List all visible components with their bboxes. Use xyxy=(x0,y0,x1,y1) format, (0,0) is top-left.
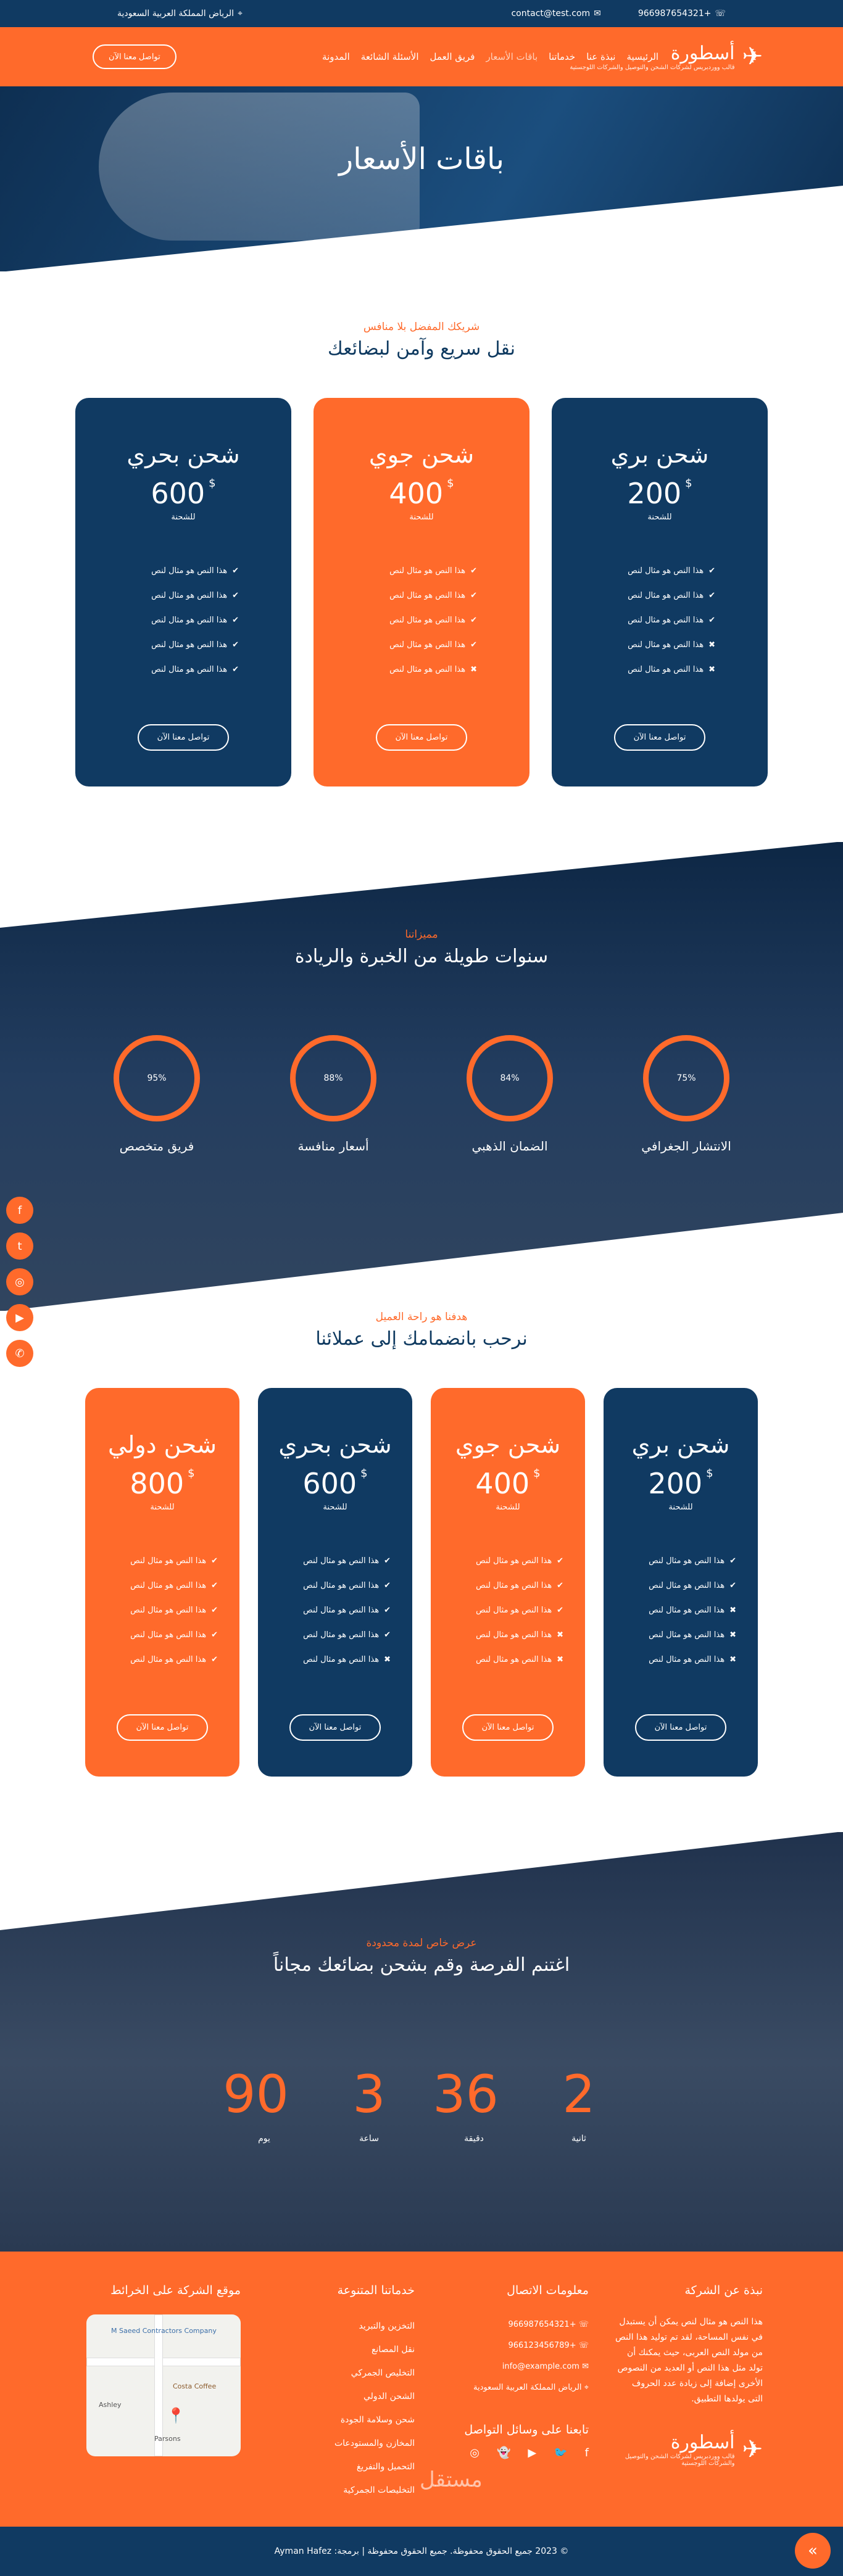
price-value: 400 xyxy=(389,477,444,510)
top-bar xyxy=(0,0,843,27)
countdown-number: 3 xyxy=(352,2064,386,2124)
scroll-top-button[interactable] xyxy=(795,2533,831,2569)
progress-ring: 75% xyxy=(643,1035,729,1121)
x-icon: ✖ xyxy=(384,1655,391,1664)
x-icon: ✖ xyxy=(729,1606,736,1615)
x-icon: ✖ xyxy=(729,1630,736,1640)
facebook-icon[interactable]: f xyxy=(584,2446,589,2459)
feature-item xyxy=(280,1648,391,1672)
feature-item xyxy=(366,584,477,608)
feature-text: هذا النص هو مثال لنص xyxy=(151,591,228,600)
copyright-bar xyxy=(0,2527,843,2576)
feature-text: هذا النص هو مثال لنص xyxy=(476,1606,552,1615)
check-icon: ✔ xyxy=(470,640,477,650)
feature-text: هذا النص هو مثال لنص xyxy=(389,566,466,576)
feature-item xyxy=(452,1574,563,1598)
offer-top-divider xyxy=(0,1832,843,1930)
address-text: الرياض المملكة العربية السعودية xyxy=(117,9,235,19)
plan-name: شحن بري xyxy=(610,441,709,468)
countdown-days xyxy=(223,2064,289,2144)
feature-text: هذا النص هو مثال لنص xyxy=(303,1655,380,1664)
feature-item xyxy=(107,1648,218,1672)
feature-item xyxy=(280,1574,391,1598)
footer-logo[interactable] xyxy=(615,2432,763,2467)
watermark: مستقل xyxy=(420,2467,483,2492)
check-icon: ✔ xyxy=(211,1556,218,1566)
countdown-minutes xyxy=(433,2064,499,2144)
feature-list xyxy=(452,1549,563,1672)
footer-heading: خدماتنا المتنوعة xyxy=(337,2284,415,2297)
price-value: 800 xyxy=(130,1467,185,1500)
plan-unit: للشحنة xyxy=(171,513,196,522)
plan-contact-button[interactable]: تواصل معنا الآن xyxy=(138,724,230,751)
contact-phone-1[interactable] xyxy=(441,2314,589,2335)
check-icon: ✔ xyxy=(557,1606,563,1615)
feature-text: هذا النص هو مثال لنص xyxy=(476,1556,552,1566)
feature-item xyxy=(366,633,477,658)
feature-text: هذا النص هو مثال لنص xyxy=(389,616,466,625)
nav-item-services[interactable]: خدماتنا xyxy=(549,51,576,62)
plan-name: شحن جوي xyxy=(368,441,475,468)
feature-item xyxy=(625,1574,736,1598)
whatsapp-icon[interactable]: ✆ xyxy=(6,1340,33,1367)
feature-text: هذا النص هو مثال لنص xyxy=(151,616,228,625)
main-nav xyxy=(0,27,843,86)
section-kicker: شريكك المفضل بلا منافس xyxy=(363,321,480,333)
nav-item-pricing[interactable]: باقات الأسعار xyxy=(486,51,538,62)
stat-item xyxy=(641,1035,731,1154)
check-icon: ✔ xyxy=(384,1606,391,1615)
section-title: نرحب بانضمامك إلى عملائنا xyxy=(315,1328,528,1350)
progress-ring: 95% xyxy=(114,1035,200,1121)
twitter-icon[interactable]: 🐦 xyxy=(554,2446,568,2459)
stat-item xyxy=(465,1035,555,1154)
feature-text: هذا النص هو مثال لنص xyxy=(130,1606,207,1615)
nav-item-home[interactable]: الرئيسية xyxy=(626,51,659,62)
plan-contact-button[interactable]: تواصل معنا الآن xyxy=(289,1714,381,1741)
feature-item xyxy=(107,1549,218,1574)
contact-text: +966987654321 xyxy=(508,2320,576,2329)
contact-phone-2[interactable] xyxy=(441,2335,589,2356)
mail-icon: ✉ xyxy=(594,9,601,19)
check-icon: ✔ xyxy=(232,566,239,576)
feature-text: هذا النص هو مثال لنص xyxy=(389,591,466,600)
instagram-icon[interactable]: ◎ xyxy=(6,1268,33,1295)
feature-text: هذا النص هو مثال لنص xyxy=(303,1556,380,1566)
feature-item xyxy=(452,1648,563,1672)
feature-text: هذا النص هو مثال لنص xyxy=(476,1581,552,1590)
footer-heading: نبذة عن الشركة xyxy=(684,2284,763,2297)
pricing-card xyxy=(552,398,768,786)
phone-text: +966987654321 xyxy=(637,9,712,19)
nav-contact-button[interactable]: تواصل معنا الآن xyxy=(93,44,176,69)
feature-item xyxy=(625,1598,736,1623)
stats-section xyxy=(0,842,843,1311)
plan-unit: للشحنة xyxy=(150,1503,175,1512)
map-pin-icon: 📍 xyxy=(167,2407,185,2424)
plan-unit: للشحنة xyxy=(496,1503,520,1512)
feature-text: هذا النص هو مثال لنص xyxy=(303,1581,380,1590)
email-text: contact@test.com xyxy=(511,9,591,19)
pricing-section-1 xyxy=(0,271,843,842)
map-label: Parsons xyxy=(154,2435,181,2443)
contact-address xyxy=(441,2377,589,2398)
countdown-number: 2 xyxy=(562,2064,596,2124)
footer-service-link[interactable]: المخازن والمستودعات xyxy=(334,2438,415,2448)
feature-text: هذا النص هو مثال لنص xyxy=(628,566,704,576)
plan-name: شحن جوي xyxy=(455,1431,561,1458)
feature-item xyxy=(604,584,715,608)
contact-text: +966123456789 xyxy=(508,2341,576,2350)
contact-text: الرياض المملكة العربية السعودية xyxy=(473,2383,582,2392)
email-info[interactable] xyxy=(511,9,600,19)
feature-list xyxy=(107,1549,218,1672)
feature-list xyxy=(280,1549,391,1672)
countdown-unit: ثانية xyxy=(571,2134,586,2144)
feature-text: هذا النص هو مثال لنص xyxy=(476,1655,552,1664)
feature-item xyxy=(128,608,239,633)
price-currency: $ xyxy=(447,477,454,490)
price-currency: $ xyxy=(209,477,216,490)
check-icon: ✔ xyxy=(708,591,715,600)
feature-item xyxy=(625,1648,736,1672)
feature-item xyxy=(452,1549,563,1574)
feature-item xyxy=(280,1549,391,1574)
plan-price xyxy=(622,1467,739,1500)
plan-price xyxy=(449,1467,567,1500)
chevron-up-icon: » xyxy=(808,2541,818,2560)
logo-icon: ✈ xyxy=(742,2435,763,2464)
feature-item xyxy=(128,559,239,584)
countdown-hours xyxy=(344,2064,394,2144)
stat-label: أسعار منافسة xyxy=(297,1139,369,1154)
countdown-seconds xyxy=(554,2064,604,2144)
logo-icon: ✈ xyxy=(742,43,763,71)
feature-text: هذا النص هو مثال لنص xyxy=(649,1606,725,1615)
price-currency: $ xyxy=(685,477,692,490)
feature-text: هذا النص هو مثال لنص xyxy=(628,665,704,674)
stats-bottom-divider xyxy=(0,1213,843,1311)
stat-item xyxy=(288,1035,378,1154)
footer-about-text: هذا النص هو مثال لنص يمكن أن يستبدل في نفس المساحة، لقد تم توليد هذا النص من مولد النص العربى، حيث يمكنك أن تولد مثل هذا النص أو العديد من النصوص الأخرى إضافة إلى زيادة عدد الحروف التى يولدها التطبيق. xyxy=(615,2317,763,2404)
map-label: Costa Coffee xyxy=(173,2382,217,2390)
nav-item-faq[interactable]: الأسئلة الشائعة xyxy=(360,51,419,62)
stat-label: فريق متخصص xyxy=(119,1139,194,1154)
check-icon: ✔ xyxy=(470,616,477,625)
x-icon: ✖ xyxy=(470,665,477,674)
footer-about xyxy=(615,2284,763,2502)
price-currency: $ xyxy=(706,1467,713,1480)
feature-text: هذا النص هو مثال لنص xyxy=(303,1606,380,1615)
footer-service-link[interactable]: نقل المصانع xyxy=(371,2345,415,2355)
stat-item xyxy=(112,1035,202,1154)
feature-item xyxy=(128,584,239,608)
price-currency: $ xyxy=(188,1467,195,1480)
feature-item xyxy=(366,658,477,682)
progress-ring: 88% xyxy=(290,1035,376,1121)
offer-title: اغتنم الفرصة وقم بشحن بضائعك مجاناً xyxy=(273,1954,570,1976)
feature-item xyxy=(604,608,715,633)
feature-item xyxy=(107,1598,218,1623)
price-currency: $ xyxy=(360,1467,368,1480)
check-icon: ✔ xyxy=(384,1556,391,1566)
feature-item xyxy=(366,608,477,633)
pricing-card xyxy=(258,1388,412,1777)
map-label: M Saeed Contractors Company xyxy=(111,2327,217,2335)
check-icon: ✔ xyxy=(232,616,239,625)
check-icon: ✔ xyxy=(708,566,715,576)
x-icon: ✖ xyxy=(557,1630,563,1640)
feature-text: هذا النص هو مثال لنص xyxy=(649,1655,725,1664)
check-icon: ✔ xyxy=(211,1606,218,1615)
feature-item xyxy=(604,559,715,584)
youtube-icon[interactable]: ▶ xyxy=(528,2446,537,2459)
check-icon: ✔ xyxy=(729,1556,736,1566)
footer-heading: تابعنا على وسائل التواصل xyxy=(464,2423,589,2437)
facebook-icon[interactable]: f xyxy=(6,1197,33,1224)
feature-text: هذا النص هو مثال لنص xyxy=(649,1581,725,1590)
plan-unit: للشحنة xyxy=(409,513,434,522)
feature-text: هذا النص هو مثال لنص xyxy=(303,1630,380,1640)
plan-contact-button[interactable]: تواصل معنا الآن xyxy=(376,724,468,751)
check-icon: ✔ xyxy=(211,1630,218,1640)
phone-icon: ☏ xyxy=(576,2320,589,2329)
plan-unit: للشحنة xyxy=(668,1503,693,1512)
feature-text: هذا النص هو مثال لنص xyxy=(130,1655,207,1664)
feature-list xyxy=(604,559,715,682)
nav-item-team[interactable]: فريق العمل xyxy=(430,51,475,62)
feature-item xyxy=(128,658,239,682)
phone-icon: ☏ xyxy=(715,9,726,19)
instagram-icon[interactable]: ◎ xyxy=(470,2446,480,2459)
countdown-number: 90 xyxy=(223,2064,289,2124)
feature-text: هذا النص هو مثال لنص xyxy=(151,665,228,674)
logo-tagline: قالب ووردبريس لشركات الشحن والتوصيل والشركات اللوجستية xyxy=(570,64,735,71)
stats-circles xyxy=(0,1035,843,1154)
feature-item xyxy=(452,1598,563,1623)
feature-item xyxy=(280,1623,391,1648)
plan-contact-button[interactable]: تواصل معنا الآن xyxy=(635,1714,727,1741)
phone-icon: ☏ xyxy=(576,2341,589,2350)
countdown-unit: ساعة xyxy=(359,2134,379,2144)
pricing-section-2 xyxy=(0,1311,843,1832)
price-value: 200 xyxy=(627,477,682,510)
youtube-icon[interactable]: ▶ xyxy=(6,1304,33,1331)
feature-text: هذا النص هو مثال لنص xyxy=(130,1581,207,1590)
feature-item xyxy=(107,1574,218,1598)
feature-item xyxy=(625,1623,736,1648)
stat-label: الانتشار الجغرافي xyxy=(641,1139,731,1154)
plan-price xyxy=(94,477,273,510)
plan-name: شحن بحري xyxy=(127,441,240,468)
feature-item xyxy=(604,633,715,658)
section-kicker: هدفنا هو راحة العميل xyxy=(375,1311,468,1323)
progress-ring: 84% xyxy=(467,1035,553,1121)
check-icon: ✔ xyxy=(557,1556,563,1566)
check-icon: ✔ xyxy=(470,566,477,576)
plan-price xyxy=(276,1467,394,1500)
logo-name: أسطورة xyxy=(670,43,735,64)
feature-text: هذا النص هو مثال لنص xyxy=(389,640,466,650)
feature-item xyxy=(452,1623,563,1648)
page-hero xyxy=(0,86,843,271)
nav-item-blog[interactable]: المدونة xyxy=(322,51,350,62)
feature-text: هذا النص هو مثال لنص xyxy=(649,1630,725,1640)
nav-item-about[interactable]: نبذة عنا xyxy=(586,51,616,62)
pricing-card xyxy=(604,1388,758,1777)
location-icon: ⌖ xyxy=(238,9,243,19)
feature-text: هذا النص هو مثال لنص xyxy=(130,1630,207,1640)
feature-text: هذا النص هو مثال لنص xyxy=(628,640,704,650)
feature-text: هذا النص هو مثال لنص xyxy=(389,665,466,674)
twitter-icon[interactable]: t xyxy=(6,1232,33,1260)
plan-contact-button[interactable]: تواصل معنا الآن xyxy=(614,724,706,751)
check-icon: ✔ xyxy=(708,616,715,625)
footer-services xyxy=(267,2284,415,2502)
plan-unit: للشحنة xyxy=(323,1503,347,1512)
x-icon: ✖ xyxy=(729,1655,736,1664)
feature-item xyxy=(107,1623,218,1648)
check-icon: ✔ xyxy=(211,1655,218,1664)
offer-kicker: عرض خاص لمدة محدودة xyxy=(366,1937,477,1949)
floating-socials xyxy=(6,1197,33,1367)
feature-item xyxy=(625,1549,736,1574)
page-title: باقات الأسعار xyxy=(339,142,504,176)
location-map[interactable] xyxy=(86,2314,241,2456)
feature-text: هذا النص هو مثال لنص xyxy=(151,640,228,650)
phone-info[interactable] xyxy=(638,9,726,19)
check-icon: ✔ xyxy=(211,1581,218,1590)
pricing-card xyxy=(431,1388,585,1777)
check-icon: ✔ xyxy=(232,591,239,600)
footer-service-link[interactable]: شحن وسلامة الجودة xyxy=(340,2415,415,2425)
feature-item xyxy=(128,633,239,658)
pricing-card xyxy=(314,398,529,786)
footer-socials xyxy=(441,2446,589,2459)
x-icon: ✖ xyxy=(708,665,715,674)
price-value: 600 xyxy=(151,477,206,510)
snapchat-icon[interactable]: 👻 xyxy=(496,2446,511,2459)
logo-name: أسطورة xyxy=(670,2432,735,2453)
pricing-card xyxy=(75,398,291,786)
plan-price xyxy=(104,1467,221,1500)
feature-list xyxy=(366,559,477,682)
check-icon: ✔ xyxy=(384,1630,391,1640)
mail-icon: ✉ xyxy=(579,2362,589,2371)
footer-service-link[interactable]: التخزين والتبريد xyxy=(359,2321,415,2331)
check-icon: ✔ xyxy=(470,591,477,600)
feature-text: هذا النص هو مثال لنص xyxy=(130,1556,207,1566)
offer-section xyxy=(0,1832,843,2252)
countdown-number: 36 xyxy=(433,2064,499,2124)
feature-item xyxy=(366,559,477,584)
check-icon: ✔ xyxy=(557,1581,563,1590)
feature-text: هذا النص هو مثال لنص xyxy=(476,1630,552,1640)
plan-name: شحن بحري xyxy=(278,1431,392,1458)
plan-name: شحن دولي xyxy=(108,1431,217,1458)
price-value: 200 xyxy=(648,1467,703,1500)
footer-service-link[interactable]: التخليص الجمركي xyxy=(351,2368,415,2378)
footer-service-link[interactable]: التحميل والتفريغ xyxy=(356,2462,415,2472)
check-icon: ✔ xyxy=(384,1581,391,1590)
pricing-cards xyxy=(0,1388,843,1777)
stat-label: الضمان الذهبي xyxy=(471,1139,548,1154)
plan-contact-button[interactable]: تواصل معنا الآن xyxy=(462,1714,554,1741)
feature-item xyxy=(280,1598,391,1623)
countdown-unit: يوم xyxy=(258,2134,270,2144)
plan-contact-button[interactable]: تواصل معنا الآن xyxy=(117,1714,209,1741)
plan-unit: للشحنة xyxy=(647,513,672,522)
location-icon: ⌖ xyxy=(581,2383,589,2392)
check-icon: ✔ xyxy=(232,665,239,674)
stats-top-divider xyxy=(0,842,843,928)
nav-menu xyxy=(322,51,658,62)
footer-map xyxy=(80,2284,241,2502)
feature-list xyxy=(625,1549,736,1672)
pricing-card xyxy=(85,1388,239,1777)
footer-heading: موقع الشركة على الخرائط xyxy=(110,2284,241,2297)
x-icon: ✖ xyxy=(708,640,715,650)
address-info xyxy=(117,9,243,19)
contact-text: info@example.com xyxy=(502,2362,579,2371)
price-value: 600 xyxy=(302,1467,357,1500)
pricing-cards xyxy=(0,398,843,786)
countdown-unit: دقيقة xyxy=(464,2134,484,2144)
price-currency: $ xyxy=(533,1467,541,1480)
check-icon: ✔ xyxy=(729,1581,736,1590)
footer-service-link[interactable]: التخليصات الجمركية xyxy=(343,2485,415,2495)
check-icon: ✔ xyxy=(232,640,239,650)
plan-price xyxy=(570,477,749,510)
feature-text: هذا النص هو مثال لنص xyxy=(649,1556,725,1566)
map-label: Ashley xyxy=(99,2401,122,2409)
footer-heading: معلومات الاتصال xyxy=(507,2284,589,2297)
logo-tagline: قالب ووردبريس لشركات الشحن والتوصيل والشركات اللوجستية xyxy=(625,2453,735,2467)
contact-email[interactable] xyxy=(441,2356,589,2377)
stats-kicker: مميزاتنا xyxy=(405,928,438,941)
plan-name: شحن بري xyxy=(631,1431,730,1458)
feature-text: هذا النص هو مثال لنص xyxy=(151,566,228,576)
stats-title: سنوات طويلة من الخبرة والريادة xyxy=(294,946,549,967)
countdown xyxy=(0,2064,843,2144)
feature-item xyxy=(604,658,715,682)
feature-list xyxy=(128,559,239,682)
x-icon: ✖ xyxy=(557,1655,563,1664)
price-value: 400 xyxy=(475,1467,530,1500)
plan-price xyxy=(332,477,511,510)
footer-service-link[interactable]: الشحن الدولي xyxy=(363,2392,415,2401)
copyright-text: © 2023 جميع الحقوق محفوظة. جميع الحقوق محفوظة | برمجة: Ayman Hafez xyxy=(274,2546,569,2556)
feature-text: هذا النص هو مثال لنص xyxy=(628,616,704,625)
section-title: نقل سريع وآمن لبضائعك xyxy=(327,338,516,360)
feature-text: هذا النص هو مثال لنص xyxy=(628,591,704,600)
